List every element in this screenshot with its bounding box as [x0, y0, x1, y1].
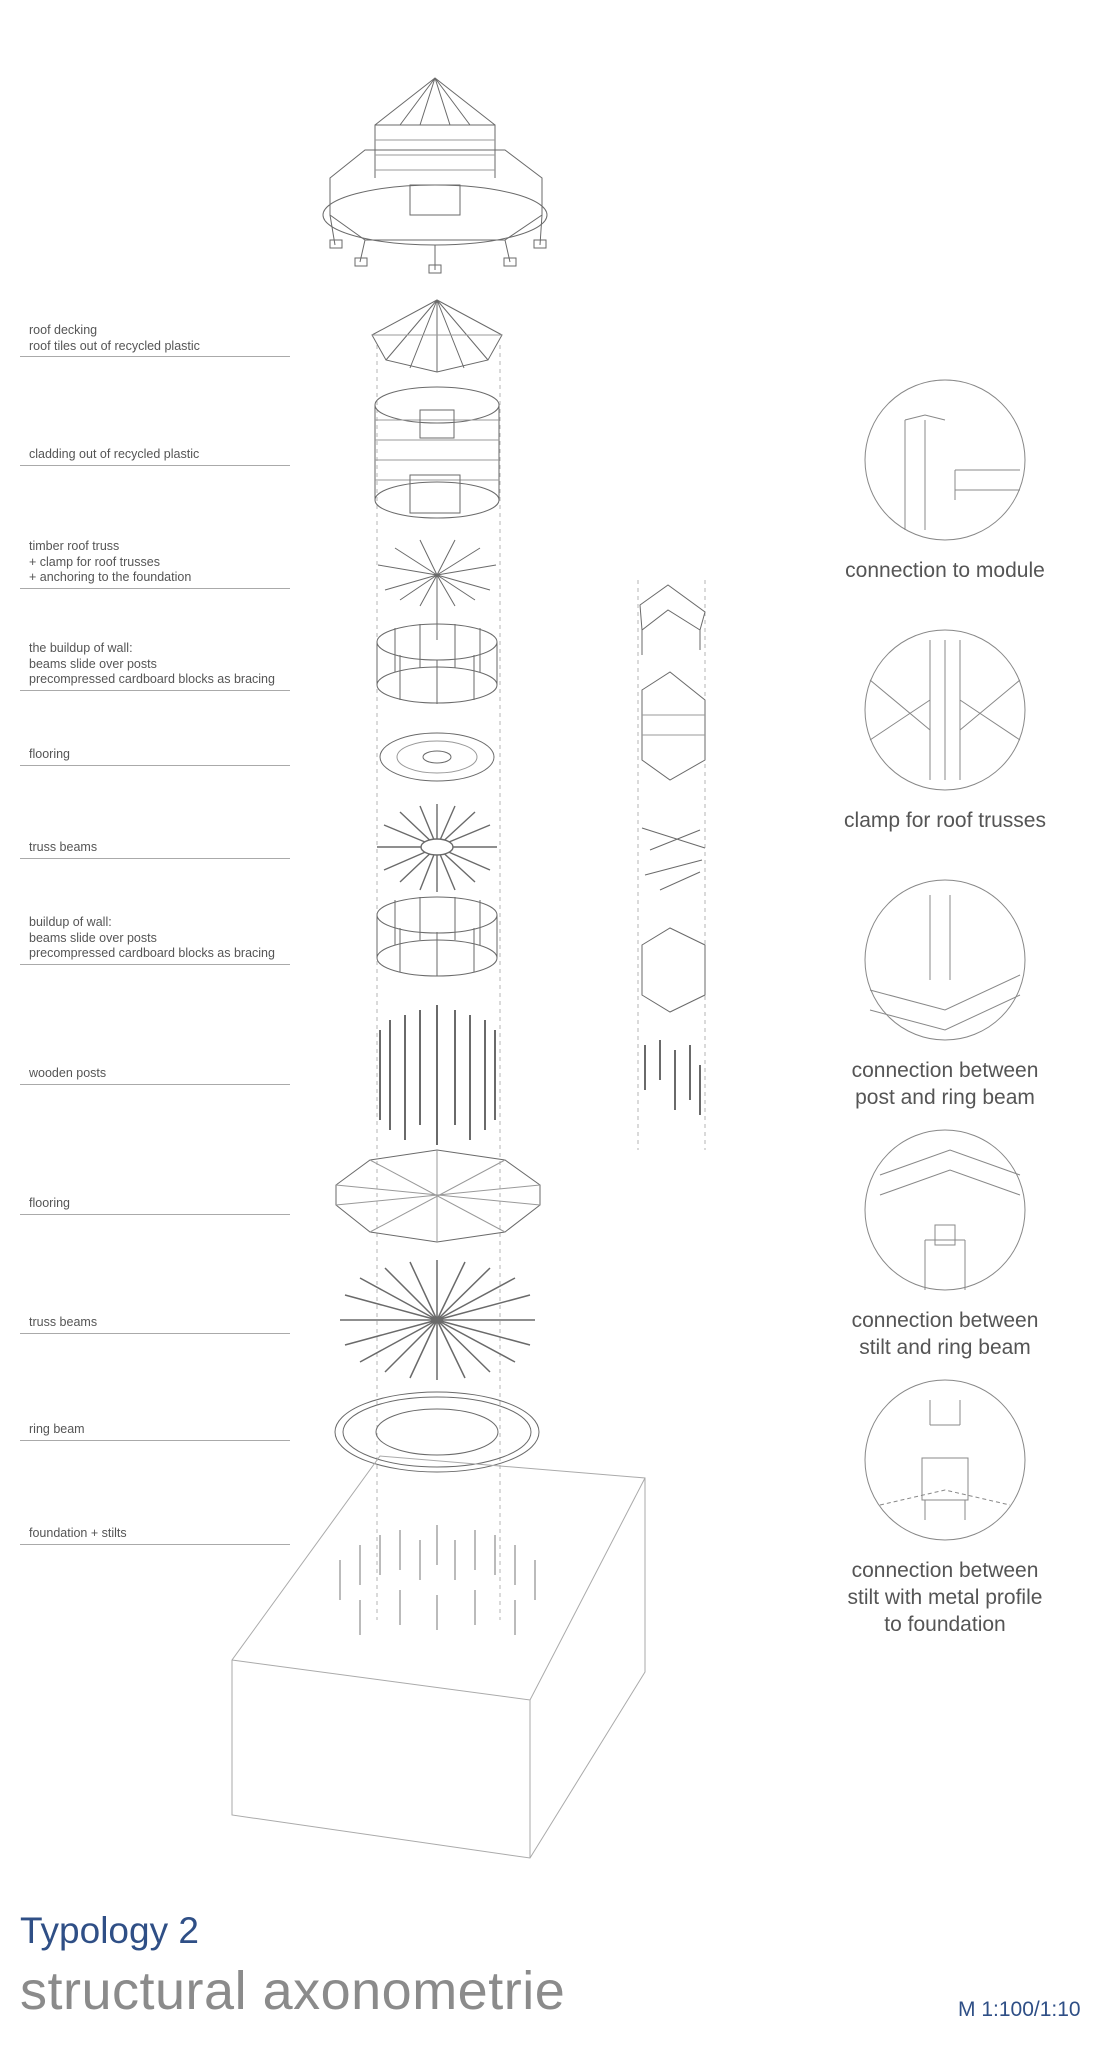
- page-subtitle: structural axonometrie: [20, 1961, 566, 2021]
- layer-label-cladding: cladding out of recycled plastic: [20, 447, 290, 466]
- layer-label-truss-beams-1: truss beams: [20, 840, 290, 859]
- detail-caption-post-ring-beam: connection between post and ring beam: [851, 1059, 1039, 1109]
- stilts-drawing: [340, 1525, 535, 1635]
- detail-caption-clamp-roof-trusses: clamp for roof trusses: [844, 809, 1046, 832]
- detail-circle-5: [865, 1380, 1025, 1540]
- detail-circle-2: [865, 630, 1025, 790]
- flooring-1-drawing: [380, 733, 494, 781]
- scale-label: M 1:100/1:10: [958, 1998, 1081, 2021]
- layer-label-flooring-1: flooring: [20, 747, 290, 766]
- layer-label-ring-beam: ring beam: [20, 1422, 290, 1441]
- roof-truss-drawing: [378, 540, 496, 640]
- truss-beams-1-drawing: [377, 804, 497, 892]
- assembled-house-drawing: [323, 78, 547, 273]
- layer-label-wall-buildup-2: buildup of wall: beams slide over posts precompressed cardboard blocks as bracing: [20, 915, 290, 965]
- module-explosion-drawing: [640, 585, 705, 1115]
- layer-label-flooring-2: flooring: [20, 1196, 290, 1215]
- layer-label-truss-beams-2: truss beams: [20, 1315, 290, 1334]
- wall-buildup-2-drawing: [377, 897, 497, 976]
- alignment-dashes: [377, 345, 705, 1620]
- truss-beams-2-drawing: [340, 1260, 535, 1380]
- page-title: Typology 2: [20, 1910, 199, 1951]
- detail-circle-3: [865, 880, 1025, 1040]
- ring-beam-drawing: [335, 1392, 539, 1472]
- detail-caption-stilt-foundation: connection between stilt with metal profile to foundation: [847, 1559, 1043, 1636]
- wooden-posts-drawing: [380, 1005, 495, 1145]
- detail-caption-stilt-ring-beam: connection between stilt and ring beam: [851, 1309, 1039, 1359]
- layer-label-roof-truss: timber roof truss + clamp for roof trusses + anchoring to the foundation: [20, 539, 290, 589]
- detail-caption-connection-to-module: connection to module: [845, 559, 1045, 582]
- layer-label-wall-buildup-1: the buildup of wall: beams slide over posts precompressed cardboard blocks as bracing: [20, 641, 290, 691]
- detail-circle-1: [865, 380, 1025, 540]
- layer-label-foundation-stilts: foundation + stilts: [20, 1526, 290, 1545]
- foundation-drawing: [232, 1456, 645, 1858]
- cladding-drawing: [375, 387, 499, 518]
- roof-decking-drawing: [372, 300, 502, 372]
- layer-label-roof-decking: roof decking roof tiles out of recycled plastic: [20, 323, 290, 357]
- detail-circle-4: [865, 1130, 1025, 1290]
- layer-label-wooden-posts: wooden posts: [20, 1066, 290, 1085]
- flooring-2-drawing: [336, 1150, 540, 1242]
